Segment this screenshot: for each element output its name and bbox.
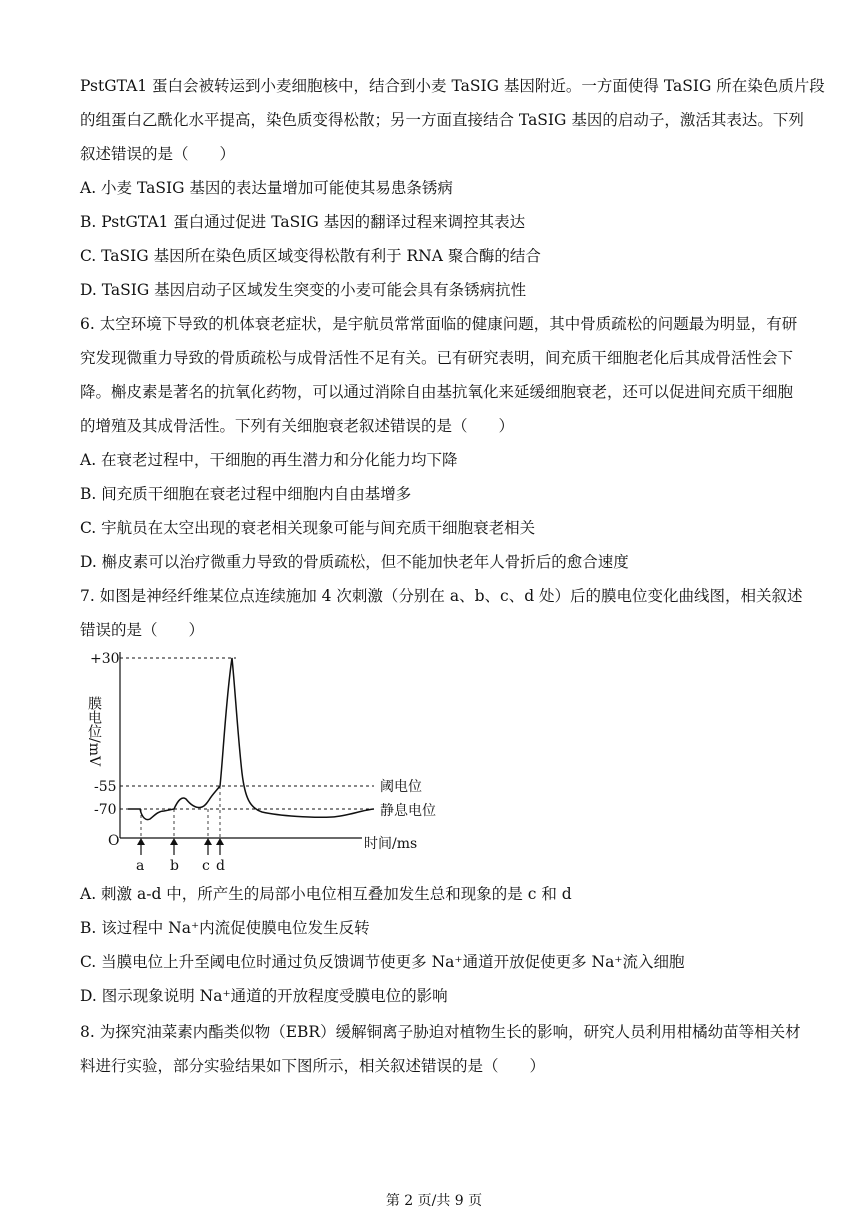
text-line: PstGTA1 蛋白会被转运到小麦细胞核中，结合到小麦 TaSIG 基因附近。一方面使得 TaSIG 所在染色质片段 [80, 77, 825, 95]
option-c: C. 宇航员在太空出现的衰老相关现象可能与间充质干细胞衰老相关 [80, 519, 536, 537]
y-tick-label: -55 [94, 779, 117, 795]
stimulus-label-b: b [170, 858, 179, 874]
stimulus-label-c: c [202, 858, 210, 874]
option-a: A. 在衰老过程中，干细胞的再生潜力和分化能力均下降 [80, 451, 458, 469]
option-c: C. TaSIG 基因所在染色质区域变得松散有利于 RNA 聚合酶的结合 [80, 247, 541, 265]
text-line: 的组蛋白乙酰化水平提高，染色质变得松散；另一方面直接结合 TaSIG 基因的启动子，激活其表达。下列 [80, 111, 804, 129]
stimulus-label-d: d [216, 858, 225, 874]
option-c: C. 当膜电位上升至阈电位时通过负反馈调节使更多 Na⁺通道开放促使更多 Na⁺流入细胞 [80, 953, 685, 971]
text-line: 错误的是（ ） [80, 621, 205, 639]
option-a: A. 刺激 a-d 中，所产生的局部小电位相互叠加发生总和现象的是 c 和 d [80, 885, 572, 903]
option-b: B. 间充质干细胞在衰老过程中细胞内自由基增多 [80, 485, 412, 503]
text-line: 叙述错误的是（ ） [80, 145, 236, 163]
option-d: D. 槲皮素可以治疗微重力导致的骨质疏松，但不能加快老年人骨折后的愈合速度 [80, 553, 629, 571]
question-6: 6. 太空环境下导致的机体衰老症状，是宇航员常常面临的健康问题，其中骨质疏松的问题最为明显，有研 [80, 315, 798, 333]
y-axis-label: 膜电位/mV [86, 696, 102, 767]
threshold-label: 阈电位 [380, 779, 422, 795]
stimulus-label-a: a [136, 858, 145, 874]
membrane-potential-graph [86, 648, 472, 878]
potential-curve [128, 658, 374, 820]
y-tick-label: +30 [90, 651, 120, 667]
option-b: B. PstGTA1 蛋白通过促进 TaSIG 基因的翻译过程来调控其表达 [80, 213, 526, 231]
text-line: 的增殖及其成骨活性。下列有关细胞衰老叙述错误的是（ ） [80, 417, 515, 435]
option-d: D. 图示现象说明 Na⁺通道的开放程度受膜电位的影响 [80, 987, 448, 1005]
option-a: A. 小麦 TaSIG 基因的表达量增加可能使其易患条锈病 [80, 179, 453, 197]
text-line: 究发现微重力导致的骨质疏松与成骨活性不足有关。已有研究表明，间充质干细胞老化后其成骨活性会下 [80, 349, 794, 367]
y-tick-label: -70 [94, 802, 117, 818]
membrane-potential-figure [86, 648, 472, 878]
x-axis-label: 时间/ms [364, 836, 418, 852]
stimulus-arrows [137, 838, 224, 855]
text-line: 料进行实验，部分实验结果如下图所示，相关叙述错误的是（ ） [80, 1057, 546, 1075]
option-d: D. TaSIG 基因启动子区域发生突变的小麦可能会具有条锈病抗性 [80, 281, 527, 299]
option-b: B. 该过程中 Na⁺内流促使膜电位发生反转 [80, 919, 370, 937]
resting-label: 静息电位 [380, 803, 436, 819]
page-footer: 第 2 页/共 9 页 [385, 1193, 483, 1209]
origin-label: O [108, 833, 120, 849]
question-8: 8. 为探究油菜素内酯类似物（EBR）缓解铜离子胁迫对植物生长的影响，研究人员利用柑橘幼苗等相关材 [80, 1023, 801, 1041]
text-line: 降。槲皮素是著名的抗氧化药物，可以通过消除自由基抗氧化来延缓细胞衰老，还可以促进间充质干细胞 [80, 383, 794, 401]
question-7: 7. 如图是神经纤维某位点连续施加 4 次刺激（分别在 a、b、c、d 处）后的膜电位变化曲线图，相关叙述 [80, 587, 803, 605]
